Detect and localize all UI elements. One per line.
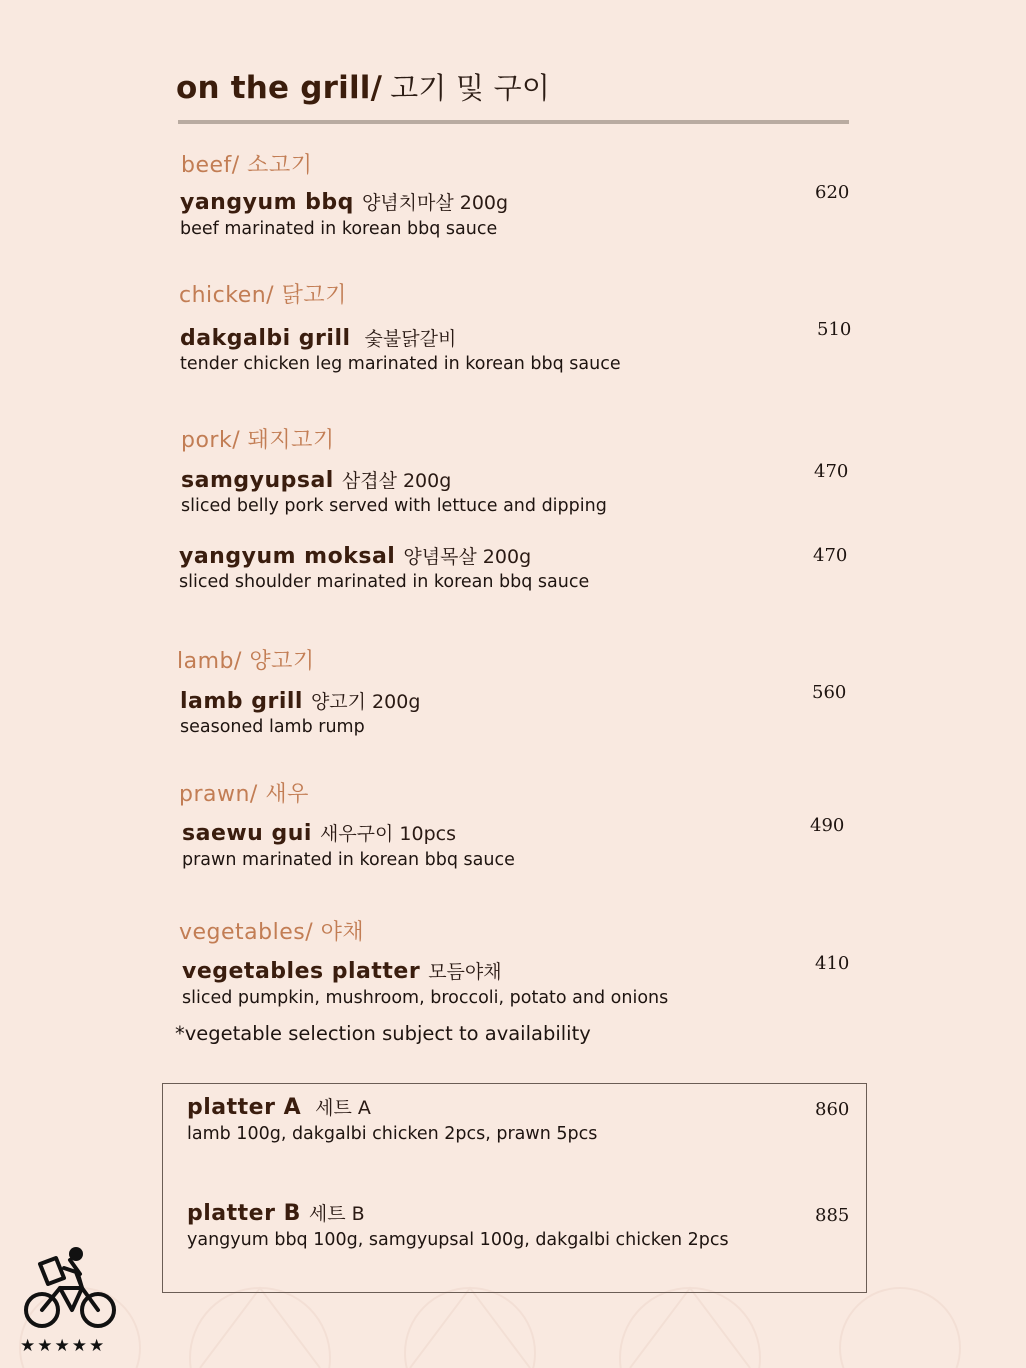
availability-note: *vegetable selection subject to availability xyxy=(175,1022,591,1045)
item-korean-name: 모듬야채 xyxy=(428,961,502,983)
platter-b-description: yangyum bbq 100g, samgyupsal 100g, dakgalbi chicken 2pcs xyxy=(187,1230,729,1250)
menu-item-name xyxy=(180,188,508,215)
item-english-name: yangyum bbq xyxy=(180,190,354,215)
page-title-english: on the grill/ xyxy=(176,70,383,106)
item-price: 410 xyxy=(815,953,850,974)
item-korean-name: 양념치마살 200g xyxy=(361,192,509,214)
item-english-name: samgyupsal xyxy=(181,468,334,493)
item-price: 560 xyxy=(812,682,847,703)
item-description: sliced pumpkin, mushroom, broccoli, potato and onions xyxy=(182,988,669,1008)
item-english-name: lamb grill xyxy=(180,689,303,714)
platter-a-price: 860 xyxy=(815,1099,850,1120)
item-english-name: vegetables platter xyxy=(182,959,421,984)
page-title-korean: 고기 및 구이 xyxy=(390,71,551,105)
platter-a-name xyxy=(187,1093,371,1120)
item-korean-name: 삼겹살 200g xyxy=(341,470,452,492)
category-prawn: prawn/ 새우 xyxy=(179,782,309,807)
item-korean-name: 양념목살 200g xyxy=(403,546,532,568)
platter-a-description: lamb 100g, dakgalbi chicken 2pcs, prawn 5pcs xyxy=(187,1124,598,1144)
item-english-name: saewu gui xyxy=(182,821,312,846)
item-english-name: dakgalbi grill xyxy=(180,326,351,351)
category-vegetables: vegetables/ 야채 xyxy=(179,920,365,945)
item-english-name: yangyum moksal xyxy=(179,544,396,569)
menu-item-name xyxy=(182,957,502,984)
platter-b-price: 885 xyxy=(815,1205,850,1226)
menu-item-name xyxy=(181,466,451,493)
item-description: beef marinated in korean bbq sauce xyxy=(180,219,498,239)
category-lamb: lamb/ 양고기 xyxy=(177,649,315,674)
platter-korean-name: 세트 A xyxy=(315,1097,371,1119)
item-korean-name: 숯불닭갈비 xyxy=(364,328,457,350)
item-price: 490 xyxy=(810,815,845,836)
item-korean-name: 새우구이 10pcs xyxy=(319,823,457,845)
item-korean-name: 양고기 200g xyxy=(310,691,421,713)
menu-item-name xyxy=(179,542,531,569)
menu-item-name xyxy=(180,687,420,714)
menu-item-name xyxy=(180,324,456,351)
menu-item-name xyxy=(182,819,456,846)
delivery-cyclist-icon xyxy=(20,1244,122,1330)
item-description: tender chicken leg marinated in korean bbq sauce xyxy=(180,354,621,374)
item-description: seasoned lamb rump xyxy=(180,717,365,737)
delivery-badge xyxy=(20,1244,122,1356)
category-beef: beef/ 소고기 xyxy=(181,153,313,178)
item-price: 620 xyxy=(815,182,850,203)
category-pork: pork/ 돼지고기 xyxy=(181,428,335,453)
platter-b-name xyxy=(187,1199,365,1226)
category-chicken: chicken/ 닭고기 xyxy=(179,283,347,308)
item-price: 470 xyxy=(813,545,848,566)
item-price: 510 xyxy=(817,319,852,340)
item-description: prawn marinated in korean bbq sauce xyxy=(182,850,515,870)
item-description: sliced shoulder marinated in korean bbq sauce xyxy=(179,572,590,592)
page-title xyxy=(176,66,550,107)
platter-english-name: platter A xyxy=(187,1095,302,1120)
rating-stars: ★★★★★ xyxy=(20,1336,107,1356)
title-divider xyxy=(178,120,849,124)
item-price: 470 xyxy=(814,461,849,482)
platter-korean-name: 세트 B xyxy=(308,1203,365,1225)
item-description: sliced belly pork served with lettuce and dipping xyxy=(181,496,607,516)
platter-english-name: platter B xyxy=(187,1201,301,1226)
